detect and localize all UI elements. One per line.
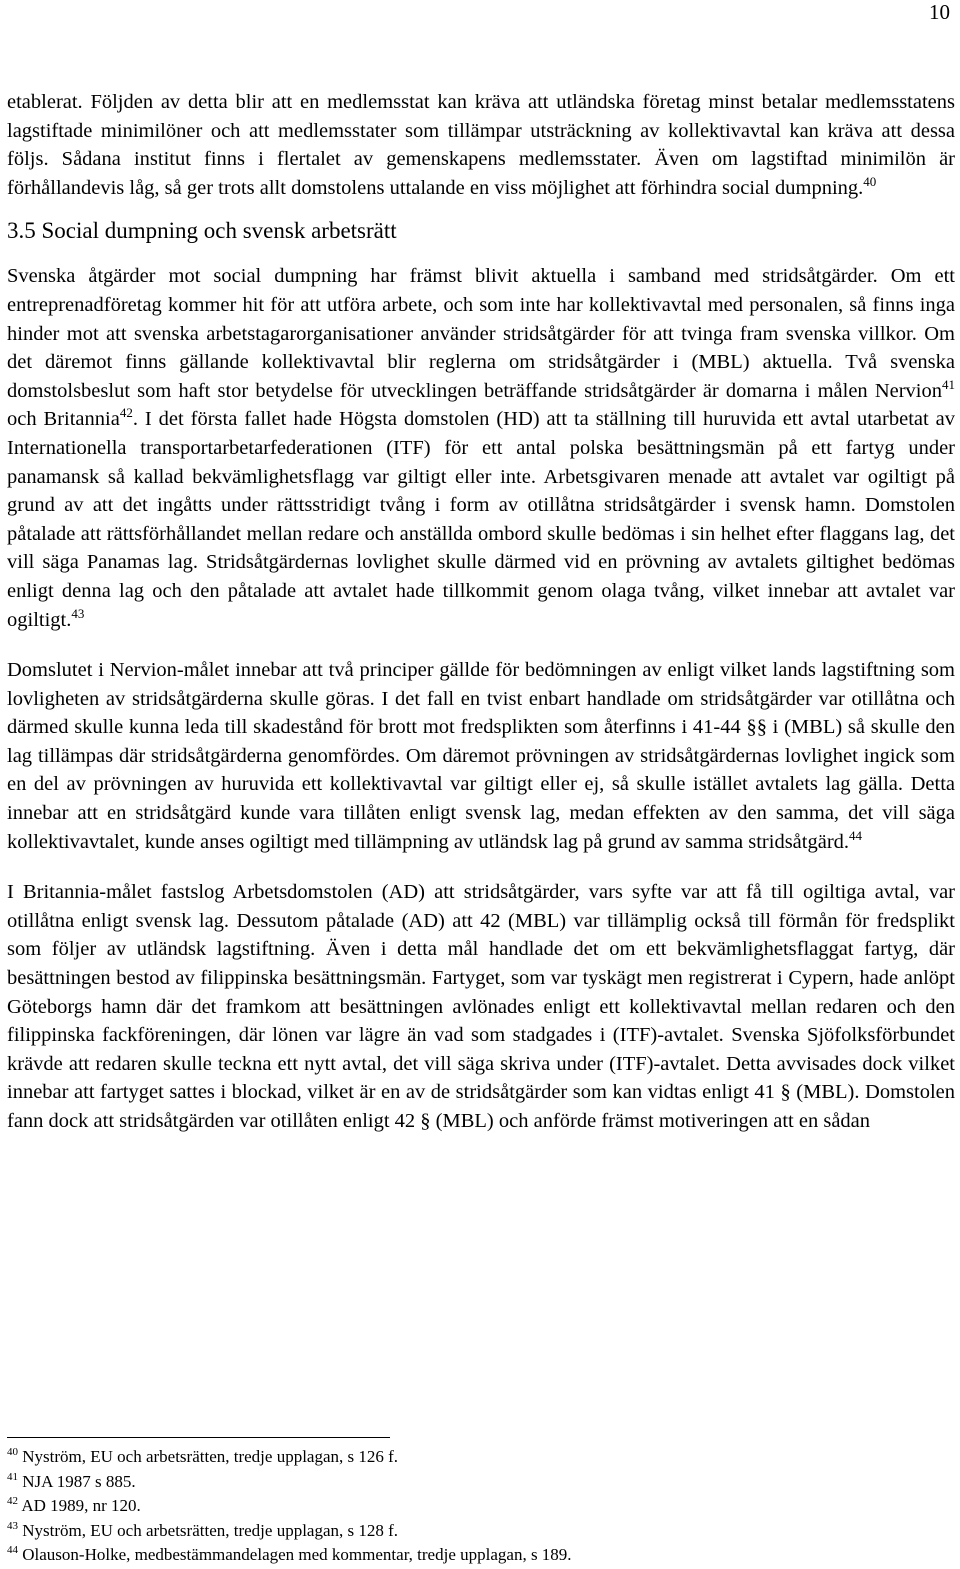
paragraph-3-text: Domslutet i Nervion-målet innebar att två principer gällde för bedömningen av enligt vilket lands lagstiftning som lovligheten av stridsåtgärderna skulle göras. I det fall en tvist enbart handlade om stridsåtgärder var otillåtna och därmed skulle kunna leda till skadestånd för brott mot fredsplikten som återfinns i 41-44 §§ i (MBL) så skulle den lag tillämpas där stridsåtgärderna genomfördes. Om däremot prövningen av stridsåtgärdernas lovlighet ingick som en del av prövningen av huruvida ett kollektivavtal var giltigt eller ej, så skulle istället avtalets lag gälla. Detta innebar att en stridsåtgärd kunde vara tillåten enligt svensk lag, medan effekten av den samma, det vill säga kollektivavtalet, kunde anses ogiltigt med tillämpning av utländsk lag på grund av samma stridsåtgärd. [7, 659, 955, 853]
footnote-text: Olauson-Holke, medbestämmandelagen med kommentar, tredje upplagan, s 189. [22, 1545, 572, 1564]
footnote-ref-44[interactable]: 44 [849, 827, 863, 843]
paragraph-1 [7, 88, 955, 202]
footnote-43 [7, 1519, 947, 1544]
footnote-separator [7, 1437, 390, 1438]
footnote-text: Nyström, EU och arbetsrätten, tredje upplagan, s 126 f. [22, 1447, 399, 1466]
footnote-44 [7, 1543, 947, 1568]
footnote-text: Nyström, EU och arbetsrätten, tredje upplagan, s 128 f. [22, 1520, 399, 1540]
footnotes [7, 1445, 947, 1568]
footnote-number: 40 [7, 1446, 18, 1458]
page-body [7, 88, 955, 1136]
page-number: 10 [929, 0, 950, 24]
footnote-42 [7, 1494, 947, 1519]
footnote-number: 44 [7, 1544, 18, 1556]
paragraph-2-text-b: och Britannia [7, 408, 120, 431]
footnote-number: 43 [7, 1519, 18, 1532]
paragraph-4 [7, 878, 955, 1135]
footnote-number: 41 [7, 1470, 18, 1483]
footnote-text: AD 1989, nr 120. [21, 1496, 141, 1515]
paragraph-4-text: I Britannia-målet fastslog Arbetsdomstolen (AD) att stridsåtgärder, vars syfte var att få till ogiltiga avtal, var otillåtna enligt svensk lag. Dessutom påtalade (AD) att 42 (MBL) var tillämplig också till förmån för fredsplikt som följer av utländsk lagstiftning. Även i detta mål handlade det om ett bekvämlighetsflaggat fartyg, där besättningen bestod av filippinska besättningsmän. Fartyget, som var tyskägt men registrerat i Cypern, hade anlöpt Göteborgs hamn där det framkom att besättningen avlönades enligt ett kollektivavtal mellan redaren och den filippinska fackföreningen, där lönen var lägre än vad som stadgades i (ITF)-avtalet. Svenska Sjöfolksförbundet krävde att redaren skulle teckna ett nytt avtal, det vill säga skriva under (ITF)-avtalet. Detta avvisades dock vilket innebar att fartyget sattes i blockad, vilket är en av de stridsåtgärder som kan vidtas enligt 41 § (MBL). Domstolen fann dock att stridsåtgärden var otillåten enligt 42 § (MBL) och anförde främst motiveringen att en sådan [7, 881, 955, 1132]
footnote-ref-43[interactable]: 43 [71, 605, 85, 621]
footnote-number: 42 [7, 1495, 18, 1507]
paragraph-2-text-c: . I det första fallet hade Högsta domstolen (HD) att ta ställning till huruvida ett avtal utarbetat av Internationella transportarbetarfederationen (ITF) för ett antal polska besättningsmän på ett fartyg under panamansk så kallad bekvämlighetsflagg var giltigt eller inte. Arbetsgivaren menade att avtalet var ogiltigt på grund av att det ingåtts under rättsstridigt tvång i form av otillåtna stridsåtgärder i svensk hamn. Domstolen påtalade att rättsförhållandet mellan redare och anställda ombord skulle bedömas i sin helhet efter flaggans lag, det vill säga Panamas lag. Stridsåtgärdernas lovlighet skulle därmed vid en prövning av avtalets giltighet bedömas enligt denna lag och den påtalade att avtalet hade tillkommit genom olaga tvång, vilket innebar att avtalet var ogiltigt. [7, 408, 955, 631]
paragraph-1-text: etablerat. Följden av detta blir att en medlemsstat kan kräva att utländska företag minst betalar medlemsstatens lagstiftade minimilöner och att medlemsstater som tillämpar utsträckning av kollektivavtal kan kräva att dessa följs. Sådana institut finns i flertalet av gemenskapens medlemsstater. Även om lagstiftad minimilön är förhållandevis låg, så ger trots allt domstolens uttalande en viss möjlighet att förhindra social dumpning. [7, 91, 955, 199]
footnote-40 [7, 1445, 947, 1470]
footnote-ref-41[interactable]: 41 [942, 376, 955, 392]
section-heading: 3.5 Social dumpning och svensk arbetsrätt [7, 218, 397, 244]
footnote-text: NJA 1987 s 885. [22, 1471, 136, 1491]
paragraph-3 [7, 656, 955, 856]
footnote-41 [7, 1470, 947, 1495]
footnote-ref-40[interactable]: 40 [863, 173, 877, 189]
footnote-ref-42[interactable]: 42 [119, 405, 133, 421]
paragraph-2 [7, 262, 955, 634]
paragraph-2-text-a: Svenska åtgärder mot social dumpning har främst blivit aktuella i samband med stridsåtgärder. Om ett entreprenadföretag kommer hit för att utföra arbete, och som inte har kollektivavtal med personalen, så finns inga hinder mot att svenska arbetstagarorganisationer använder stridsåtgärder för att tvinga fram svenska villkor. Om det däremot finns gällande kollektivavtal blir reglerna om stridsåtgärder i (MBL) aktuella. Två svenska domstolsbeslut som haft stor betydelse för utvecklingen beträffande stridsåtgärder är domarna i målen Nervion [7, 265, 955, 402]
